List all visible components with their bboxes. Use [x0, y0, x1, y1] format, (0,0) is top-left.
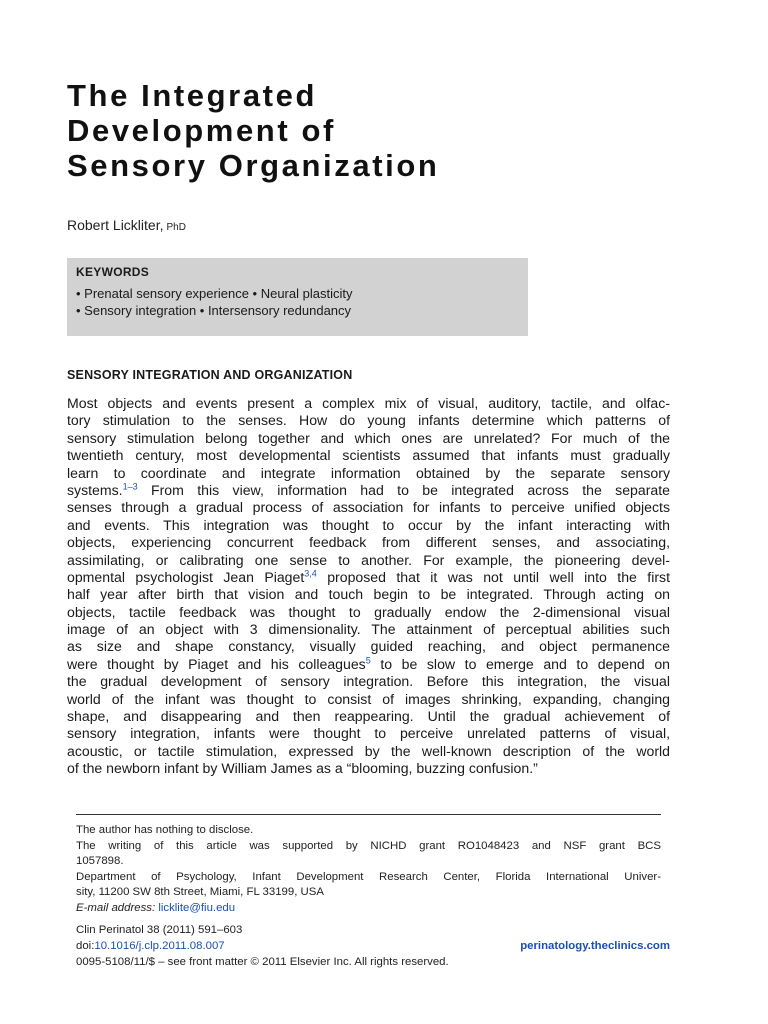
body-text-fragment: systems. [67, 481, 123, 498]
email-label: E-mail address: [76, 901, 156, 914]
doi-row [76, 938, 670, 954]
body-line: sensory stimulation belong together and which ones are unrelated? For much of the [67, 429, 670, 446]
keywords-box [67, 258, 528, 336]
title-line: The Integrated [67, 78, 317, 113]
doi-prefix: doi: [76, 940, 95, 952]
body-line: sensory integration, infants were thought to perceive unrelated patterns of visual, [67, 725, 670, 742]
email-line [76, 901, 661, 917]
body-line: senses through a gradual process of association for infants to perceive unified objects [67, 499, 670, 516]
citation-block [76, 922, 670, 970]
body-line: world of the infant was thought to consist of images shrinking, expanding, changing [67, 690, 670, 707]
body-line: image of an object with 3 dimensionality. The attainment of perceptual abilities such [67, 621, 670, 638]
reference-superscript[interactable]: 3,4 [304, 568, 317, 579]
body-line [67, 656, 670, 673]
body-text-fragment: opmental psychologist Jean Piaget [67, 568, 305, 585]
body-line: the gradual development of sensory integration. Before this integration, the visual [67, 673, 670, 690]
body-line: objects, tactile feedback was thought to gradually endow the 2-dimensional visual [67, 603, 670, 620]
footnotes [76, 823, 661, 917]
body-line: and events. This integration was thought to occur by the infant interacting with [67, 516, 670, 533]
author-degree: PhD [166, 222, 186, 233]
journal-site-link[interactable]: perinatology.theclinics.com [520, 940, 670, 952]
funding-note: 1057898. [76, 855, 124, 868]
body-line [67, 482, 670, 499]
body-line: assimilating, or calibrating one sense to another. For example, the pioneering devel- [67, 551, 670, 568]
body-line: learn to coordinate and integrate information obtained by the separate sensory [67, 464, 670, 481]
body-line: shape, and disappearing and then reappearing. Until the gradual achievement of [67, 708, 670, 725]
body-text-fragment: proposed that it was not until well into the first [327, 568, 670, 585]
body-line: of the newborn infant by William James as a “blooming, buzzing confusion.” [67, 760, 538, 777]
body-line: twentieth century, most developmental scientists assumed that infants must gradually [67, 447, 670, 464]
author-byline [67, 217, 186, 233]
email-link[interactable]: licklite@fiu.edu [158, 901, 236, 914]
article-title [67, 78, 687, 183]
body-line: half year after birth that vision and touch begin to be integrated. Through acting on [67, 586, 670, 603]
body-line: tory stimulation to the senses. How do young infants determine which patterns of [67, 412, 670, 429]
copyright-line: 0095-5108/11/$ – see front matter © 2011 Elsevier Inc. All rights reserved. [76, 956, 449, 968]
body-line: Most objects and events present a complex mix of visual, auditory, tactile, and olfac- [67, 395, 670, 411]
body-text-fragment: From this view, information had to be integrated across the separate [151, 481, 670, 498]
reference-superscript[interactable]: 5 [365, 655, 371, 666]
journal-citation: Clin Perinatol 38 (2011) 591–603 [76, 924, 243, 936]
title-line: Sensory Organization [67, 148, 440, 183]
section-heading: SENSORY INTEGRATION AND ORGANIZATION [67, 368, 353, 382]
disclosure-note: The author has nothing to disclose. [76, 824, 254, 836]
affiliation-note: Department of Psychology, Infant Development Research Center, Florida International Univer- [76, 870, 661, 883]
body-paragraph [67, 395, 670, 778]
reference-superscript[interactable]: 1–3 [122, 481, 138, 492]
body-line: objects, experiencing concurrent feedback from different senses, and associating, [67, 534, 670, 551]
keywords-line: • Prenatal sensory experience • Neural plasticity [76, 286, 353, 301]
body-text-fragment: to be slow to emerge and to depend on [380, 655, 670, 672]
body-line [67, 569, 670, 586]
funding-note: The writing of this article was supported by NICHD grant RO1048423 and NSF grant BCS [76, 839, 661, 852]
keywords-heading: KEYWORDS [76, 265, 150, 279]
affiliation-note: sity, 11200 SW 8th Street, Miami, FL 33199, USA [76, 886, 324, 899]
keywords-line: • Sensory integration • Intersensory redundancy [76, 303, 352, 318]
body-line: as size and shape constancy, visually guided reaching, and object permanence [67, 638, 670, 655]
author-name: Robert Lickliter, [67, 217, 164, 233]
title-line: Development of [67, 113, 336, 148]
body-text-fragment: were thought by Piaget and his colleagues [67, 655, 366, 672]
footnote-divider [76, 814, 661, 815]
body-line: acoustic, or tactile stimulation, expressed by the well-known description of the world [67, 742, 670, 759]
doi-link[interactable]: 10.1016/j.clp.2011.08.007 [94, 940, 225, 952]
